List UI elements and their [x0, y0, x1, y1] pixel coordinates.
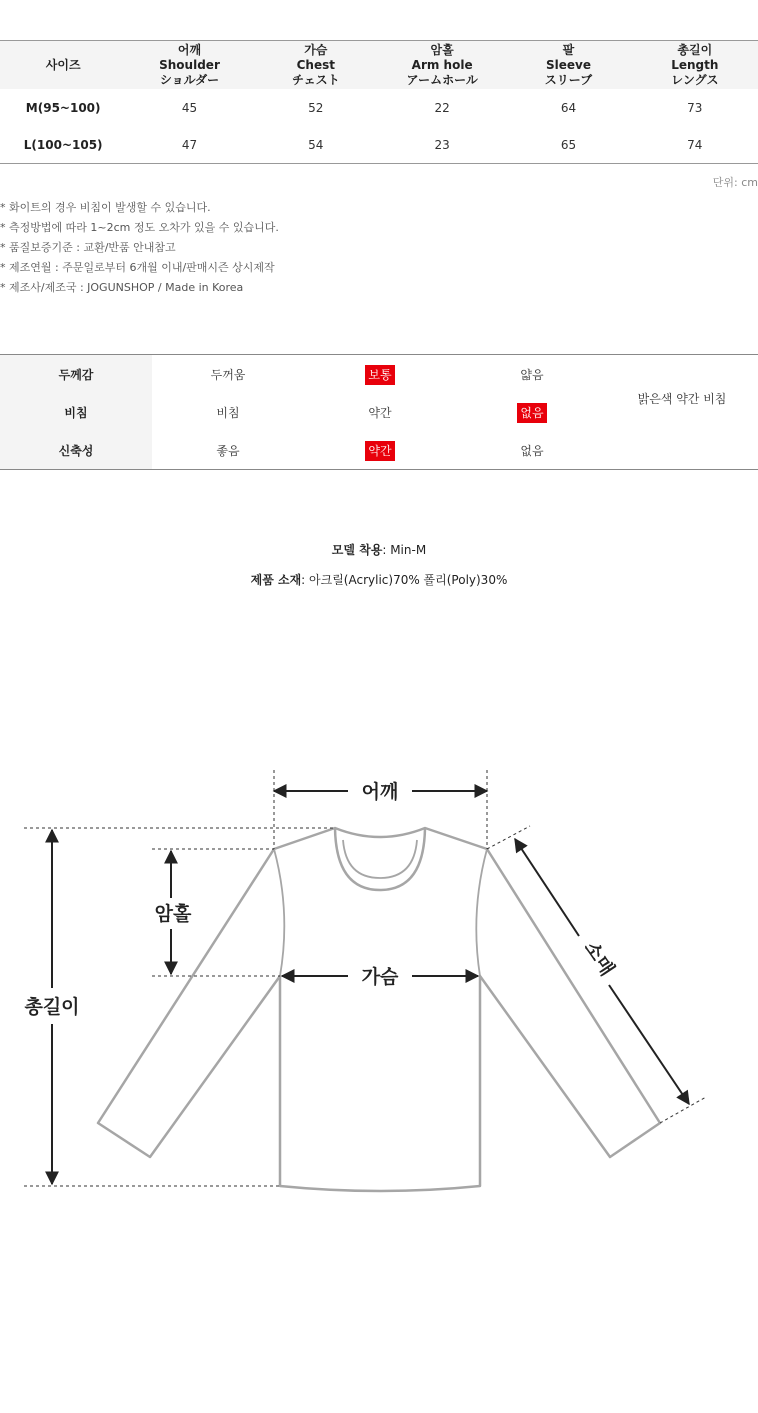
material-info — [0, 571, 758, 588]
size-cell: M(95~100) — [25, 100, 101, 115]
label-shoulder: 어깨 — [361, 781, 399, 803]
material-value: : 아크릴(Acrylic)70% 폴리(Poly)30% — [301, 573, 508, 587]
header-armhole: 암홀 Arm hole アームホール — [406, 42, 478, 87]
value-cell: 74 — [687, 137, 703, 152]
fabric-option: 비침 — [216, 406, 240, 420]
value-cell: 23 — [434, 137, 450, 152]
size-cell: L(100~105) — [23, 137, 103, 152]
size-table-header — [0, 41, 758, 90]
model-value: : Min-M — [382, 543, 427, 557]
value-cell: 54 — [308, 137, 324, 152]
notes-list — [0, 200, 279, 300]
fabric-option: 약간 — [320, 442, 440, 459]
model-info — [0, 541, 758, 558]
value-cell: 73 — [687, 100, 703, 115]
material-label: 제품 소재 — [250, 573, 302, 587]
fabric-label-stretch: 신축성 — [58, 444, 94, 458]
fabric-option: 약간 — [368, 406, 392, 420]
note-item: * 제조연월 : 주문일로부터 6개월 이내/판매시즌 상시제작 — [0, 261, 275, 274]
value-cell: 64 — [560, 100, 577, 115]
header-chest: 가슴 Chest チェスト — [292, 42, 340, 87]
fabric-option: 보통 — [320, 366, 440, 383]
value-cell: 47 — [181, 137, 198, 152]
header-length: 총길이 Length レングス — [671, 42, 719, 87]
sweater-outline — [98, 828, 660, 1191]
label-armhole: 암홀 — [154, 903, 192, 925]
fabric-option: 두꺼움 — [210, 368, 246, 382]
fabric-option: 얇음 — [520, 368, 544, 382]
label-sleeve: 소매 — [579, 937, 619, 981]
measurement-diagram — [0, 740, 758, 1210]
label-length: 총길이 — [24, 996, 80, 1018]
table-row — [0, 89, 758, 126]
fabric-note: 밝은색 약간 비침 — [637, 392, 727, 406]
fabric-option: 없음 — [520, 444, 544, 458]
value-cell: 22 — [434, 100, 450, 115]
header-shoulder: 어깨 Shoulder ショルダー — [159, 42, 220, 87]
note-item: * 제조사/제조국 : JOGUNSHOP / Made in Korea — [0, 281, 244, 294]
unit-label: 단위: cm — [712, 176, 758, 189]
value-cell: 45 — [181, 100, 198, 115]
fabric-option: 없음 — [472, 404, 592, 421]
fabric-table — [0, 354, 758, 470]
note-item: * 품질보증기준 : 교환/반품 안내참고 — [0, 241, 176, 254]
fabric-option: 좋음 — [216, 444, 240, 458]
note-item: * 화이트의 경우 비침이 발생할 수 있습니다. — [0, 201, 211, 214]
value-cell: 65 — [560, 137, 577, 152]
fabric-label-thickness: 두께감 — [58, 368, 94, 382]
header-size: 사이즈 — [45, 57, 81, 72]
fabric-label-transparency: 비침 — [64, 406, 88, 420]
header-sleeve: 팔 Sleeve スリーブ — [544, 42, 593, 87]
note-item: * 측정방법에 따라 1~2cm 정도 오차가 있을 수 있습니다. — [0, 221, 279, 234]
label-chest: 가슴 — [361, 966, 399, 988]
size-table — [0, 40, 758, 164]
table-row — [0, 126, 758, 164]
value-cell: 52 — [308, 100, 324, 115]
model-label: 모델 착용 — [331, 543, 383, 557]
